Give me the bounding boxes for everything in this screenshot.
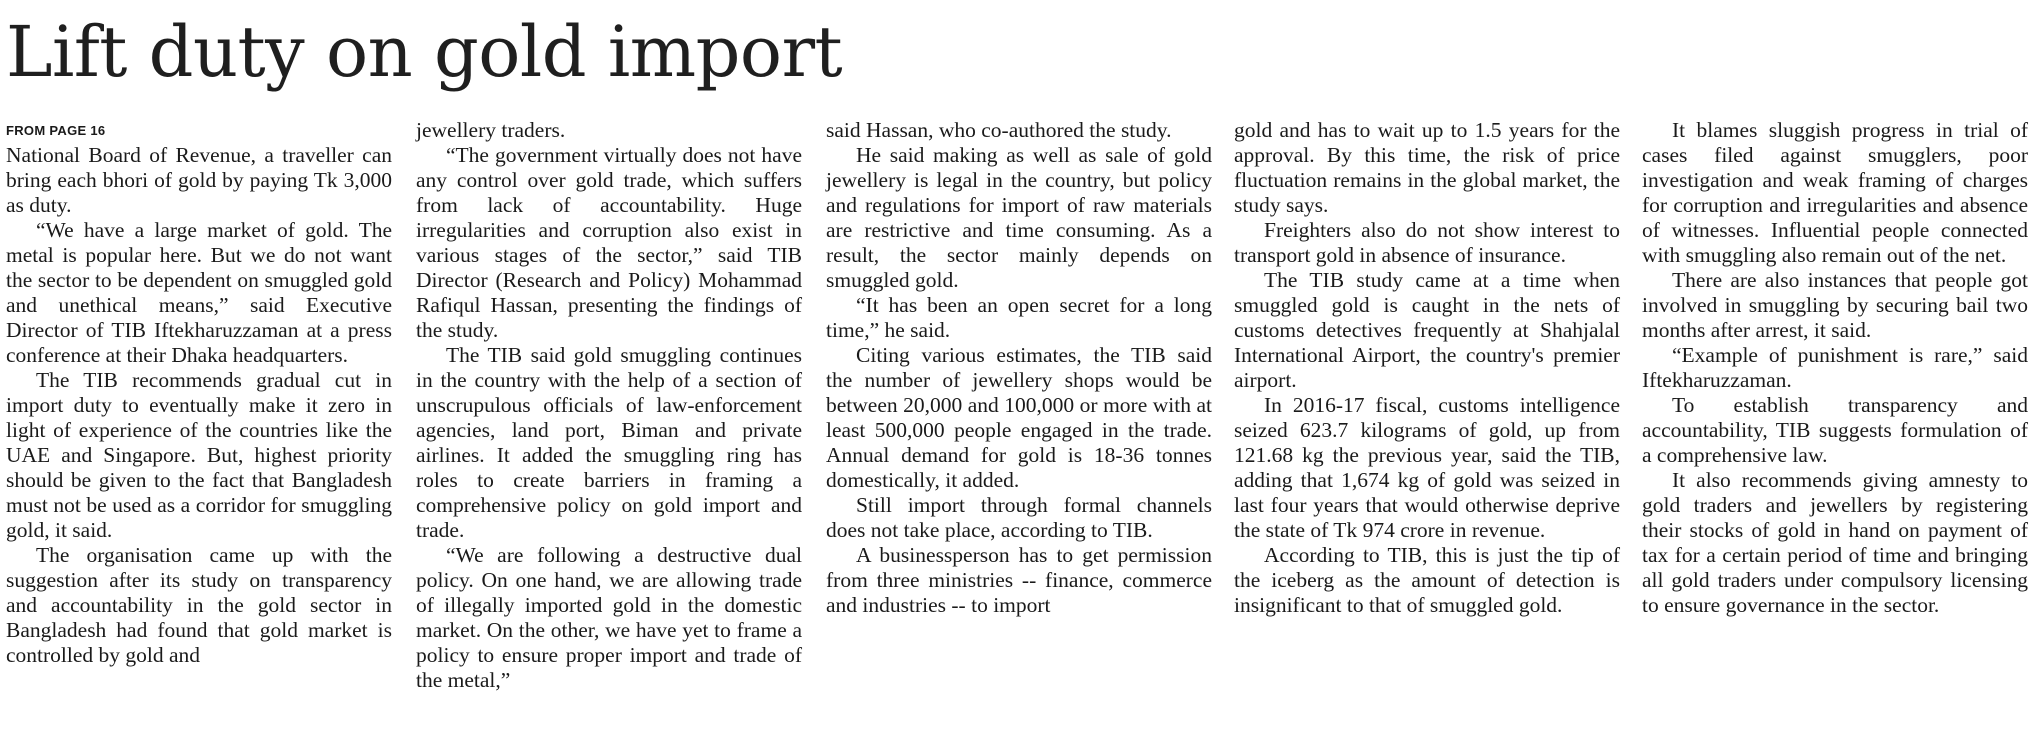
- paragraph: jewellery traders.: [416, 118, 566, 142]
- paragraph: gold and has to wait up to 1.5 years for the approval. By this time, the risk of price fluctuation remains in the global market, the study says.: [1234, 118, 1620, 217]
- paragraph: “We are following a destructive dual policy. On one hand, we are allowing trade of illegally imported gold in the domestic market. On the other, we have yet to frame a policy to ensure proper import and trade of the metal,”: [416, 543, 802, 692]
- continued-from-kicker: FROM PAGE 16: [6, 123, 106, 138]
- article-column-5: [1642, 118, 2028, 618]
- paragraph: said Hassan, who co-authored the study.: [826, 118, 1172, 142]
- paragraph: “It has been an open secret for a long time,” he said.: [826, 293, 1212, 342]
- headline: Lift duty on gold import: [6, 11, 843, 93]
- paragraph: “We have a large market of gold. The metal is popular here. But we do not want the sector to be dependent on smuggled gold and unethical means,” said Executive Director of TIB Iftekharuzzaman at a press conference at their Dhaka headquarters.: [6, 218, 392, 367]
- paragraph: The TIB recommends gradual cut in import duty to eventually make it zero in light of experience of the countries like the UAE and Singapore. But, highest priority should be given to the fact that Bangladesh must not be used as a corridor for smuggling gold, it said.: [6, 368, 392, 542]
- paragraph: The TIB said gold smuggling continues in the country with the help of a section of unscrupulous officials of law-enforcement agencies, land port, Biman and private airlines. It added the smuggling ring has roles to create barriers in framing a comprehensive policy on gold import and trade.: [416, 343, 802, 542]
- paragraph: A businessperson has to get permission from three ministries -- finance, commerce and industries -- to import: [826, 543, 1212, 617]
- article-column-2: [416, 118, 802, 693]
- article-column-4: [1234, 118, 1620, 618]
- paragraph: According to TIB, this is just the tip of the iceberg as the amount of detection is insignificant to that of smuggled gold.: [1234, 543, 1620, 617]
- paragraph: Still import through formal channels does not take place, according to TIB.: [826, 493, 1212, 542]
- article-column-1: [6, 118, 392, 668]
- paragraph: The organisation came up with the suggestion after its study on transparency and accountability in the gold sector in Bangladesh had found that gold market is controlled by gold and: [6, 543, 392, 667]
- paragraph: It also recommends giving amnesty to gold traders and jewellers by registering their stocks of gold in hand on payment of tax for a certain period of time and bringing all gold traders under compulsory licensing to ensure governance in the sector.: [1642, 468, 2028, 617]
- paragraph: Freighters also do not show interest to transport gold in absence of insurance.: [1234, 218, 1620, 267]
- paragraph: In 2016-17 fiscal, customs intelligence seized 623.7 kilograms of gold, up from 121.68 kg the previous year, said the TIB, adding that 1,674 kg of gold was seized in last four years that would otherwise deprive the state of Tk 974 crore in revenue.: [1234, 393, 1620, 542]
- paragraph: There are also instances that people got involved in smuggling by securing bail two months after arrest, it said.: [1642, 268, 2028, 342]
- article-column-3: [826, 118, 1212, 618]
- paragraph: It blames sluggish progress in trial of cases filed against smugglers, poor investigation and weak framing of charges for corruption and irregularities and absence of witnesses. Influential people connected with smuggling also remain out of the net.: [1642, 118, 2028, 267]
- paragraph: The TIB study came at a time when smuggled gold is caught in the nets of customs detectives frequently at Shahjalal International Airport, the country's premier airport.: [1234, 268, 1620, 392]
- paragraph: He said making as well as sale of gold jewellery is legal in the country, but policy and regulations for import of raw materials are restrictive and time consuming. As a result, the sector mainly depends on smuggled gold.: [826, 143, 1212, 292]
- paragraph: To establish transparency and accountability, TIB suggests formulation of a comprehensive law.: [1642, 393, 2028, 467]
- paragraph: National Board of Revenue, a traveller can bring each bhori of gold by paying Tk 3,000 as duty.: [6, 143, 392, 217]
- paragraph: “Example of punishment is rare,” said Iftekharuzzaman.: [1642, 343, 2028, 392]
- paragraph: “The government virtually does not have any control over gold trade, which suffers from lack of accountability. Huge irregularities and corruption also exist in various stages of the sector,” said TIB Director (Research and Policy) Mohammad Rafiqul Hassan, presenting the findings of the study.: [416, 143, 802, 342]
- paragraph: Citing various estimates, the TIB said the number of jewellery shops would be between 20,000 and 100,000 or more with at least 500,000 people engaged in the trade. Annual demand for gold is 18-36 tonnes domestically, it added.: [826, 343, 1212, 492]
